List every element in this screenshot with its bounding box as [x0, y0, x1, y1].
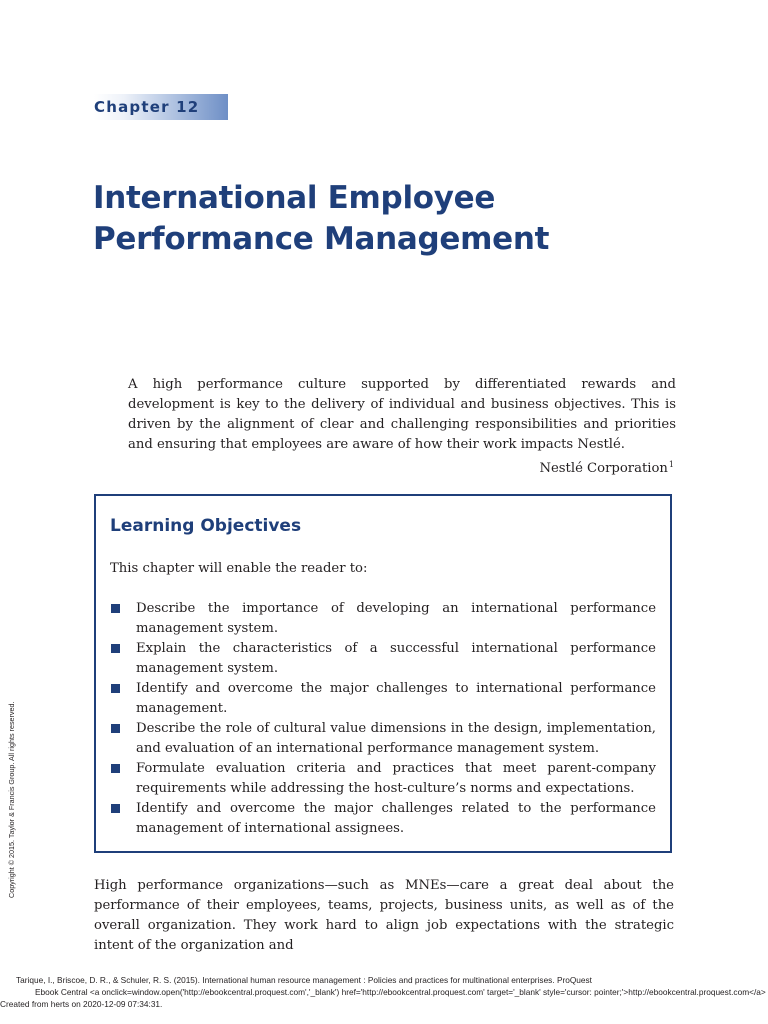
square-bullet-icon — [111, 684, 120, 693]
learning-objectives-list — [110, 599, 656, 839]
objective-item — [110, 639, 656, 679]
square-bullet-icon — [111, 764, 120, 773]
epigraph-quote: A high performance culture supported by differentiated rewards and development is key to the delivery of individual and business objectives. This is driven by the alignment of clear and challenging responsibilities and priorities and ensuring that employees are aware of how their work impacts Nestlé. — [128, 377, 676, 452]
objective-text: Explain the characteristics of a successful international performance management system. — [136, 641, 656, 676]
objective-item — [110, 799, 656, 839]
citation-line-1: Tarique, I., Briscoe, D. R., & Schuler, R. S. (2015). International human resource management : Policies and practices for multinational enterprises. ProQuest — [16, 975, 592, 985]
objective-item — [110, 599, 656, 639]
chapter-label: Chapter 12 — [94, 98, 200, 116]
objective-item — [110, 759, 656, 799]
body-paragraph: High performance organizations—such as MNEs—care a great deal about the performance of their employees, teams, projects, business units, as well as of the overall organization. They work hard to align job expectations with the strategic intent of the organization and — [94, 878, 674, 953]
chapter-title-line-2: Performance Management — [93, 221, 550, 257]
objective-text: Describe the importance of developing an international performance management system. — [136, 601, 656, 636]
citation-line-2: Ebook Central <a onclick=window.open('http://ebookcentral.proquest.com','_blank') href='http://ebookcentral.proquest.com' target='_blank' style='cursor: pointer;'>http://ebookcentral.proquest.com</a> — [35, 987, 766, 997]
epigraph-source-name: Nestlé Corporation — [539, 461, 668, 476]
objective-text: Formulate evaluation criteria and practices that meet parent-company requirements while addressing the host-culture’s norms and expectations. — [136, 761, 656, 796]
square-bullet-icon — [111, 804, 120, 813]
objective-text: Describe the role of cultural value dimensions in the design, implementation, and evaluation of an international performance management system. — [136, 721, 656, 756]
chapter-title — [93, 178, 549, 260]
side-copyright — [4, 660, 18, 898]
objective-text: Identify and overcome the major challenges to international performance management. — [136, 681, 656, 716]
objective-text: Identify and overcome the major challenges related to the performance management of international assignees. — [136, 801, 656, 836]
objective-item — [110, 719, 656, 759]
learning-objectives-intro: This chapter will enable the reader to: — [110, 561, 368, 576]
objective-item — [110, 679, 656, 719]
square-bullet-icon — [111, 604, 120, 613]
citation-footer — [0, 974, 768, 1010]
side-copyright-text: Copyright © 2015. Taylor & Francis Group. All rights reserved. — [7, 701, 16, 898]
learning-objectives-heading: Learning Objectives — [110, 516, 302, 536]
square-bullet-icon — [111, 644, 120, 653]
footnote-marker: 1 — [668, 460, 674, 469]
epigraph-source — [539, 455, 674, 479]
citation-line-3: Created from herts on 2020-12-09 07:34:31. — [0, 999, 163, 1009]
chapter-title-line-1: International Employee — [93, 180, 496, 216]
square-bullet-icon — [111, 724, 120, 733]
